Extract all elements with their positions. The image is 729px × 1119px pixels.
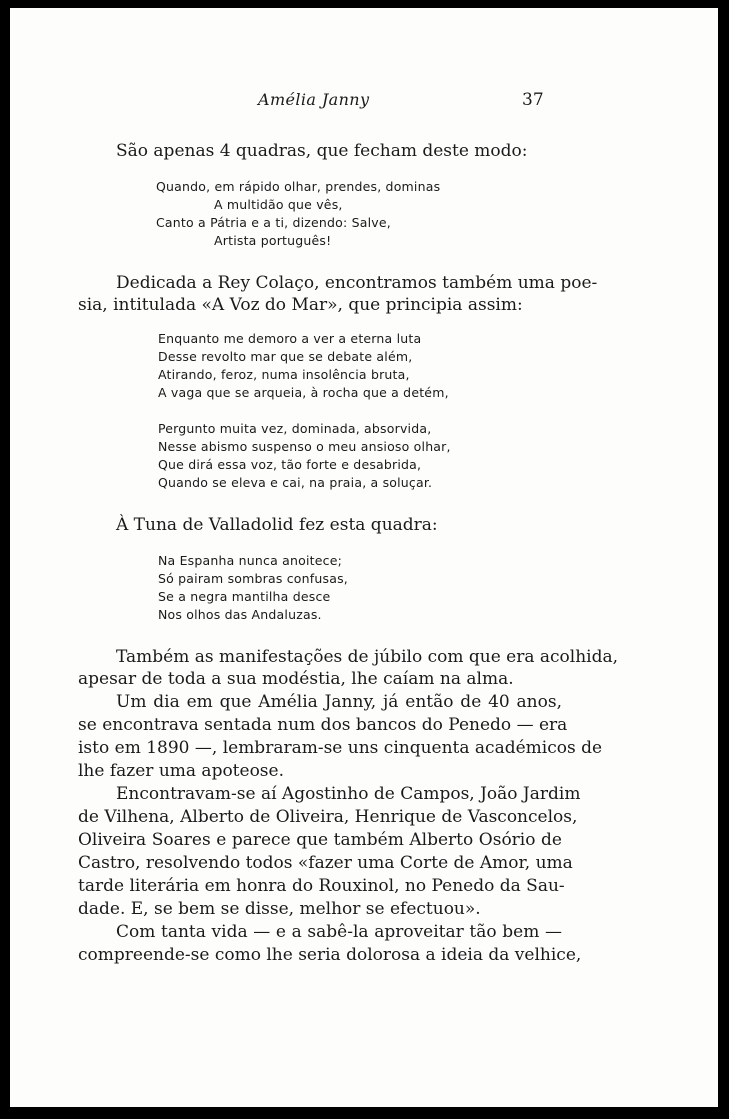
verse-line: A vaga que se arqueia, à rocha que a detém, [158,385,449,400]
verse-stanza-voz-do-mar-2 [158,420,451,492]
verse-line: Quando se eleva e cai, na praia, a soluçar. [158,475,433,490]
page-number: 37 [522,90,544,110]
paragraph-line: Com tanta vida — e a sabê-la aproveitar tão bem — [116,922,562,942]
verse-line: Enquanto me demoro a ver a eterna luta [158,331,422,346]
paragraph-line: Castro, resolvendo todos «fazer uma Corte de Amor, uma [78,853,573,873]
running-title: Amélia Janny [258,90,370,109]
verse-line: Nesse abismo suspenso o meu ansioso olhar, [158,439,451,454]
paragraph-line: Também as manifestações de júbilo com que era acolhida, [116,647,619,667]
verse-stanza-salve [156,178,440,250]
verse-line: Só pairam sombras confusas, [158,571,348,586]
verse-line: Atirando, feroz, numa insolência bruta, [158,367,410,382]
verse-line: Canto a Pátria e a ti, dizendo: Salve, [156,215,391,230]
paragraph-line: tarde literária em honra do Rouxinol, no Penedo da Sau- [78,876,565,896]
paragraph-line: sia, intitulada «A Voz do Mar», que principia assim: [78,295,523,315]
paragraph-line: isto em 1890 —, lembraram-se uns cinquenta académicos de [78,738,603,758]
verse-line: Quando, em rápido olhar, prendes, dominas [156,179,441,194]
verse-line: Na Espanha nunca anoitece; [158,553,343,568]
verse-line: Desse revolto mar que se debate além, [158,349,413,364]
verse-line: Que dirá essa voz, tão forte e desabrida, [158,457,422,472]
running-head [10,90,718,114]
verse-line: Se a negra mantilha desce [158,589,331,604]
book-page [10,8,718,1107]
paragraph-line: Oliveira Soares e parece que também Alberto Osório de [78,830,562,850]
paragraph-line: apesar de toda a sua modéstia, lhe caíam na alma. [78,669,514,689]
paragraph-line: lhe fazer uma apoteose. [78,761,285,781]
paragraph-line: Dedicada a Rey Colaço, encontramos também uma poe- [116,273,598,293]
intro-line-tuna: À Tuna de Valladolid fez esta quadra: [116,515,438,535]
verse-stanza-espanha [158,552,348,624]
verse-stanza-voz-do-mar-1 [158,330,449,402]
verse-line: Nos olhos das Andaluzas. [158,607,322,622]
intro-line-quadras: São apenas 4 quadras, que fecham deste modo: [116,141,528,161]
verse-line: Artista português! [214,233,332,248]
verse-line: A multidão que vês, [214,197,343,212]
paragraph-line: Encontravam-se aí Agostinho de Campos, João Jardim [116,784,581,804]
paragraph-line: de Vilhena, Alberto de Oliveira, Henrique de Vasconcelos, [78,807,578,827]
paragraph-line: dade. E, se bem se disse, melhor se efectuou». [78,899,481,919]
paragraph-line: Um dia em que Amélia Janny, já então de 40 anos, [116,692,562,712]
verse-line: Pergunto muita vez, dominada, absorvida, [158,421,432,436]
paragraph-line: se encontrava sentada num dos bancos do Penedo — era [78,715,568,735]
paragraph-line: compreende-se como lhe seria dolorosa a ideia da velhice, [78,945,582,965]
